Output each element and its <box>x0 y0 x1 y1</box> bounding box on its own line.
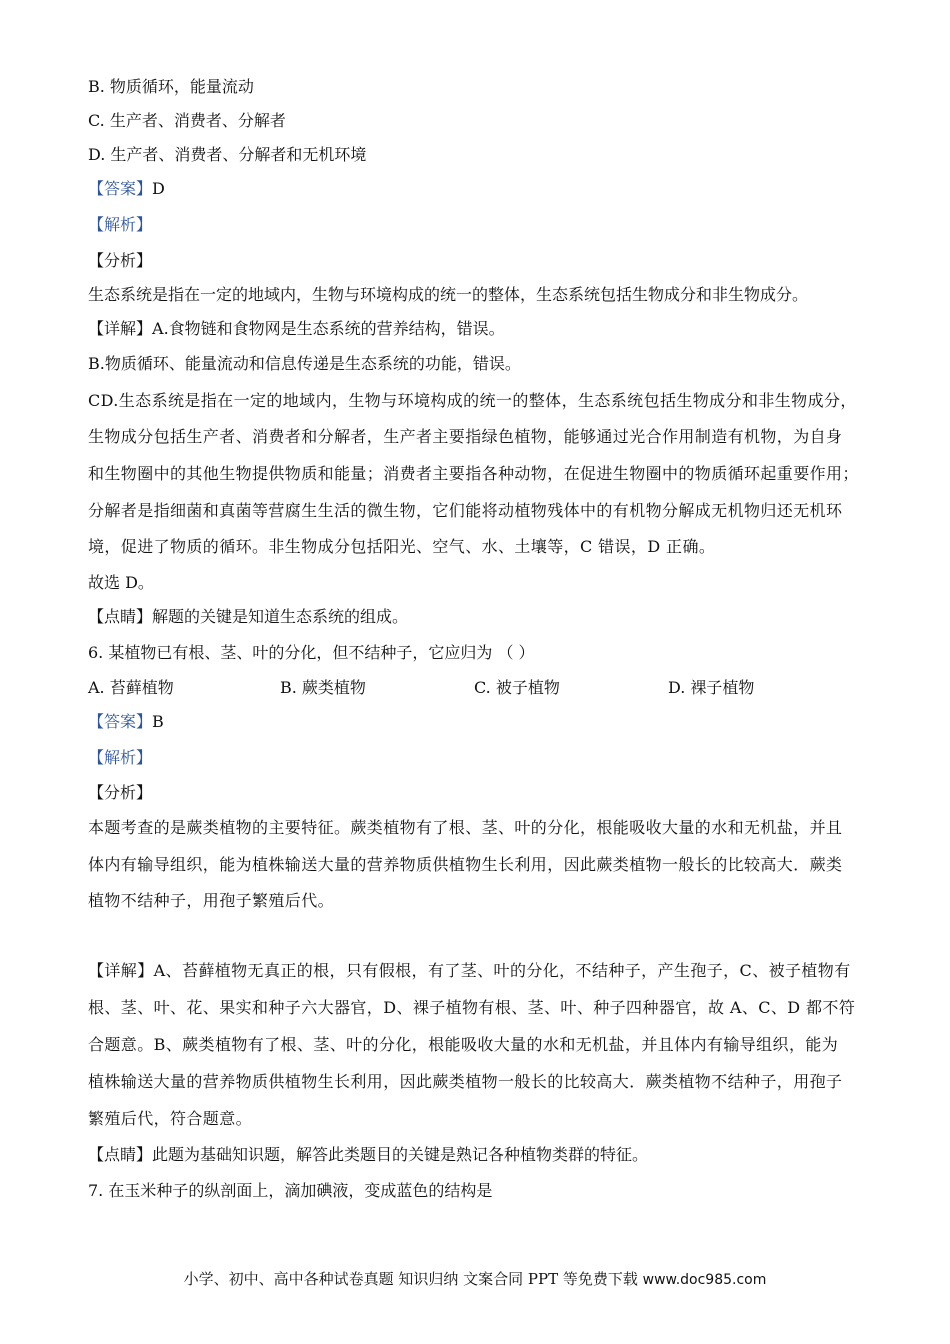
question-7-stem: 7. 在玉米种子的纵剖面上，滴加碘液，变成蓝色的结构是 <box>88 1181 493 1200</box>
analysis-text: 生态系统是指在一定的地域内，生物与环境构成的统一的整体，生态系统包括生物成分和非生物成分。 <box>88 285 809 304</box>
q6-detail-line: 【详解】A、苔藓植物无真正的根，只有假根，有了茎、叶的分化，不结种子，产生孢子，C、被子植物有 <box>88 961 851 980</box>
detail-line: B.物质循环、能量流动和信息传递是生态系统的功能，错误。 <box>88 354 521 373</box>
q6-tip-line: 【点睛】此题为基础知识题，解答此类题目的关键是熟记各种植物类群的特征。 <box>88 1145 649 1164</box>
option-c: C. 生产者、消费者、分解者 <box>88 111 286 130</box>
q6-analysis-line: 植物不结种子，用孢子繁殖后代。 <box>88 891 335 910</box>
detail-line: 境，促进了物质的循环。非生物成分包括阳光、空气、水、土壤等，C 错误，D 正确。 <box>88 537 716 556</box>
q6-detail-line: 繁殖后代，符合题意。 <box>88 1109 253 1128</box>
q6-option-b: B. 蕨类植物 <box>280 678 366 697</box>
detail-line <box>88 318 505 340</box>
detail-tag: 【详解】 <box>88 319 153 338</box>
detail-line: 生物成分包括生产者、消费者和分解者，生产者主要指绿色植物，能够通过光合作用制造有机物，为自身 <box>88 427 843 446</box>
answer-value: D <box>152 179 165 198</box>
footer-site-link[interactable]: www.doc985.com <box>642 1272 767 1288</box>
detail-line: 和生物圈中的其他生物提供物质和能量；消费者主要指各种动物，在促进生物圈中的物质循环起重要作用； <box>88 464 859 483</box>
option-b: B. 物质循环，能量流动 <box>88 77 254 96</box>
page-footer <box>0 1268 950 1289</box>
choose-line: 故选 D。 <box>88 573 154 592</box>
q6-fenxi-heading: 【分析】 <box>88 783 153 802</box>
q6-analysis-line: 本题考查的是蕨类植物的主要特征。蕨类植物有了根、茎、叶的分化，根能吸收大量的水和无机盐，并且 <box>88 818 843 837</box>
detail-text: A.食物链和食物网是生态系统的营养结构，错误。 <box>152 319 505 338</box>
q6-jiexi-heading: 【解析】 <box>88 748 153 767</box>
jiexi-heading: 【解析】 <box>88 215 153 234</box>
option-d: D. 生产者、消费者、分解者和无机环境 <box>88 145 367 164</box>
answer-line <box>88 178 165 200</box>
fenxi-heading: 【分析】 <box>88 251 153 270</box>
q6-answer-line <box>88 711 164 733</box>
answer-value: B <box>152 712 164 731</box>
q6-analysis-line: 体内有输导组织，能为植株输送大量的营养物质供植物生长利用，因此蕨类植物一般长的比较高大．蕨类 <box>88 855 843 874</box>
q6-option-d: D. 裸子植物 <box>668 678 755 697</box>
q6-detail-line: 根、茎、叶、花、果实和种子六大器官，D、裸子植物有根、茎、叶、种子四种器官，故 A、C、D 都不符 <box>88 998 856 1017</box>
tip-line: 【点睛】解题的关键是知道生态系统的组成。 <box>88 607 409 626</box>
q6-detail-line: 植株输送大量的营养物质供植物生长利用，因此蕨类植物一般长的比较高大．蕨类植物不结种子，用孢子 <box>88 1072 843 1091</box>
detail-line: 分解者是指细菌和真菌等营腐生生活的微生物，它们能将动植物残体中的有机物分解成无机物归还无机环 <box>88 501 843 520</box>
footer-text: 小学、初中、高中各种试卷真题 知识归纳 文案合同 PPT 等免费下载 <box>183 1270 638 1288</box>
q6-option-c: C. 被子植物 <box>474 678 560 697</box>
q6-option-a: A. 苔藓植物 <box>88 678 174 697</box>
answer-tag: 【答案】 <box>88 179 153 198</box>
q6-detail-line: 合题意。B、蕨类植物有了根、茎、叶的分化，根能吸收大量的水和无机盐，并且体内有输导组织，能为 <box>88 1035 839 1054</box>
question-6-stem: 6. 某植物已有根、茎、叶的分化，但不结种子，它应归为 （ ） <box>88 643 535 662</box>
detail-line: CD.生态系统是指在一定的地域内，生物与环境构成的统一的整体，生态系统包括生物成分和非生物成分， <box>88 391 857 410</box>
answer-tag: 【答案】 <box>88 712 153 731</box>
